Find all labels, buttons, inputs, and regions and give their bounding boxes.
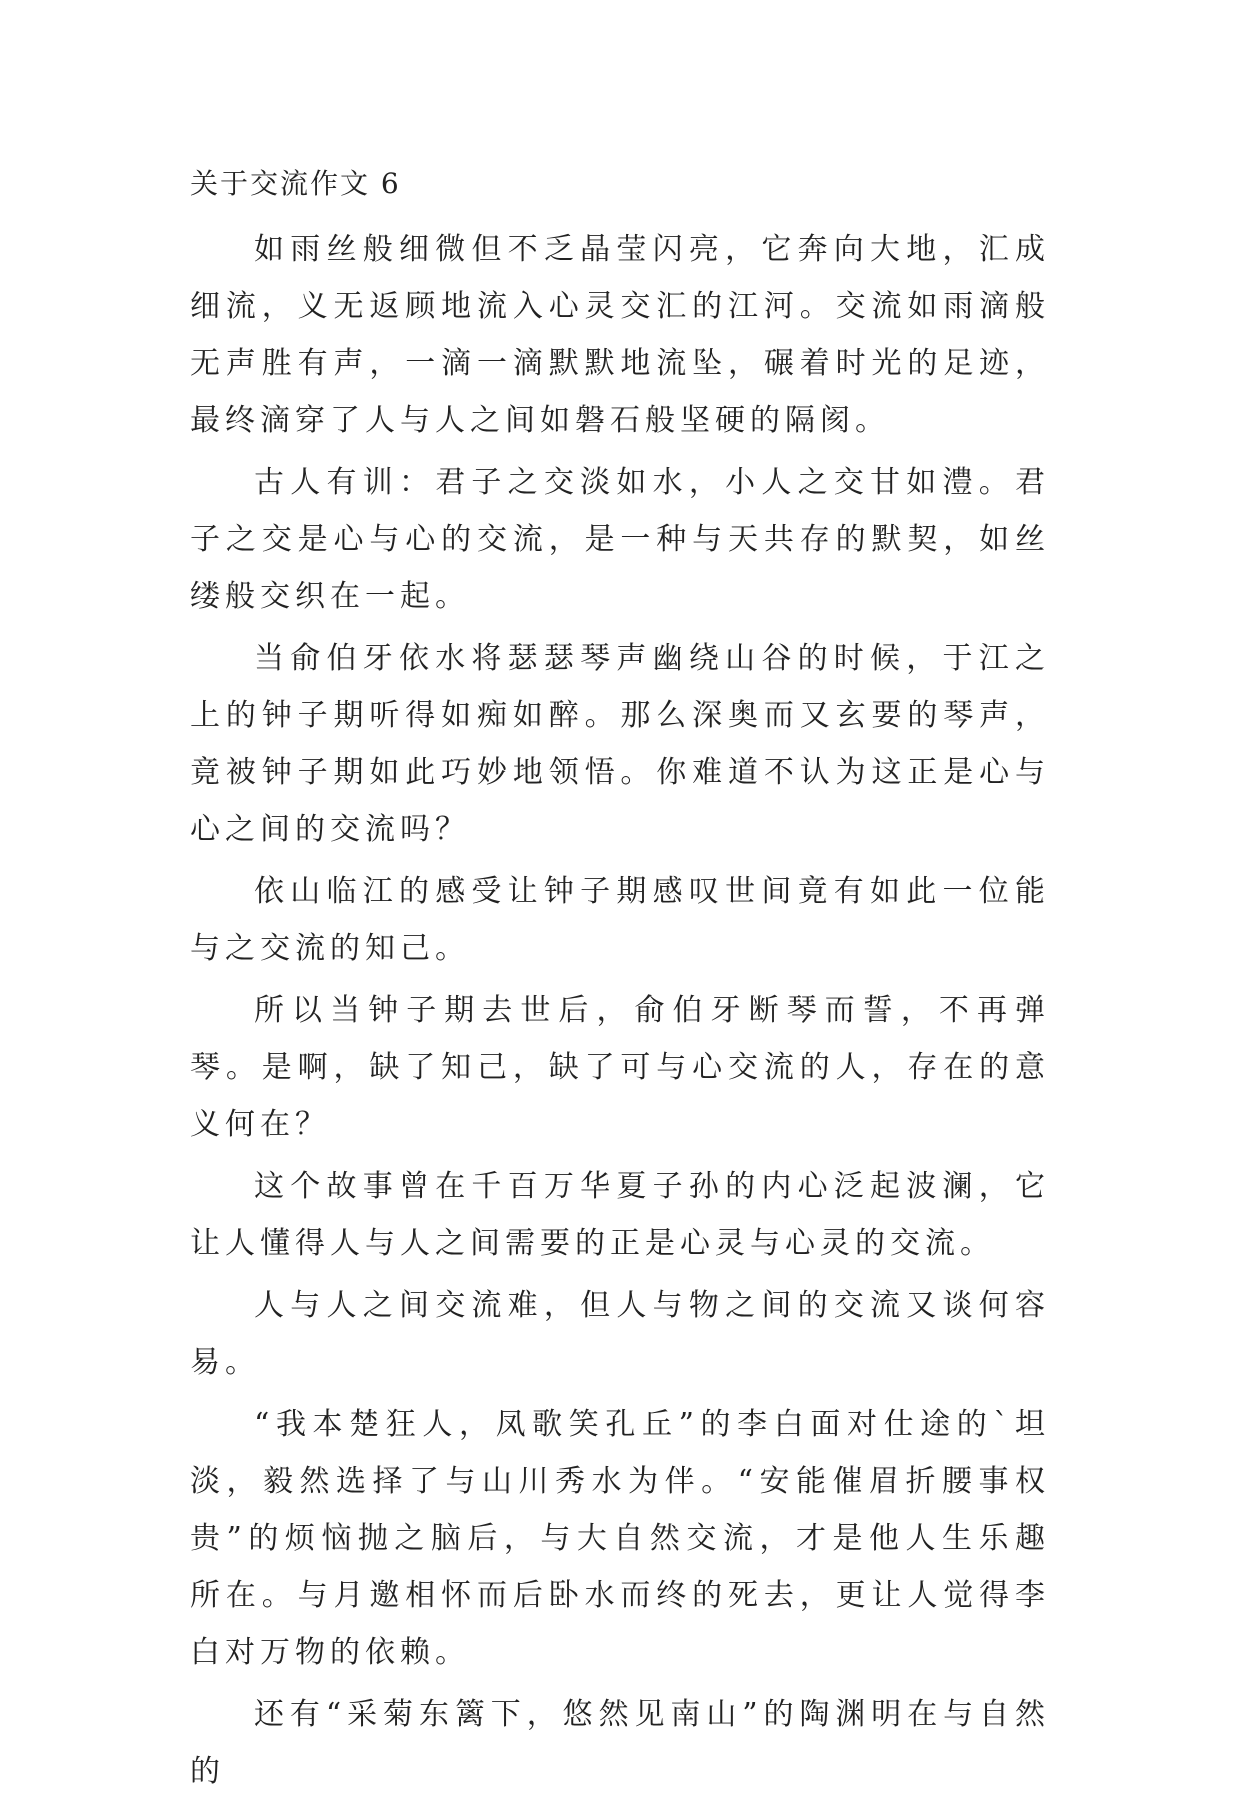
paragraph: 依山临江的感受让钟子期感叹世间竟有如此一位能与之交流的知己。 bbox=[190, 874, 1050, 966]
paragraph: 古人有训：君子之交淡如水，小人之交甘如澧。君子之交是心与心的交流，是一种与天共存的默契，如丝缕般交织在一起。 bbox=[190, 465, 1050, 614]
document-page bbox=[190, 164, 1050, 1805]
document-title: 关于交流作文 6 bbox=[190, 167, 401, 200]
paragraph: 人与人之间交流难，但人与物之间的交流又谈何容易。 bbox=[190, 1288, 1050, 1380]
paragraph: 还有“采菊东篱下，悠然见南山”的陶渊明在与自然的 bbox=[190, 1697, 1050, 1789]
paragraph: “我本楚狂人，凤歌笑孔丘”的李白面对仕途的`坦淡，毅然选择了与山川秀水为伴。“安能催眉折腰事权贵”的烦恼抛之脑后，与大自然交流，才是他人生乐趣所在。与月邀相怀而后卧水而终的死去，更让人觉得李白对万物的依赖。 bbox=[190, 1407, 1050, 1670]
paragraph: 如雨丝般细微但不乏晶莹闪亮，它奔向大地，汇成细流，义无返顾地流入心灵交汇的江河。交流如雨滴般无声胜有声，一滴一滴默默地流坠，碾着时光的足迹，最终滴穿了人与人之间如磐石般坚硬的隔阂。 bbox=[190, 232, 1050, 438]
paragraph: 这个故事曾在千百万华夏子孙的内心泛起波澜，它让人懂得人与人之间需要的正是心灵与心灵的交流。 bbox=[190, 1169, 1050, 1261]
paragraph: 所以当钟子期去世后，俞伯牙断琴而誓，不再弹琴。是啊，缺了知己，缺了可与心交流的人，存在的意义何在？ bbox=[190, 993, 1050, 1142]
paragraph: 当俞伯牙依水将瑟瑟琴声幽绕山谷的时候，于江之上的钟子期听得如痴如醉。那么深奥而又玄要的琴声，竟被钟子期如此巧妙地领悟。你难道不认为这正是心与心之间的交流吗？ bbox=[190, 641, 1050, 847]
